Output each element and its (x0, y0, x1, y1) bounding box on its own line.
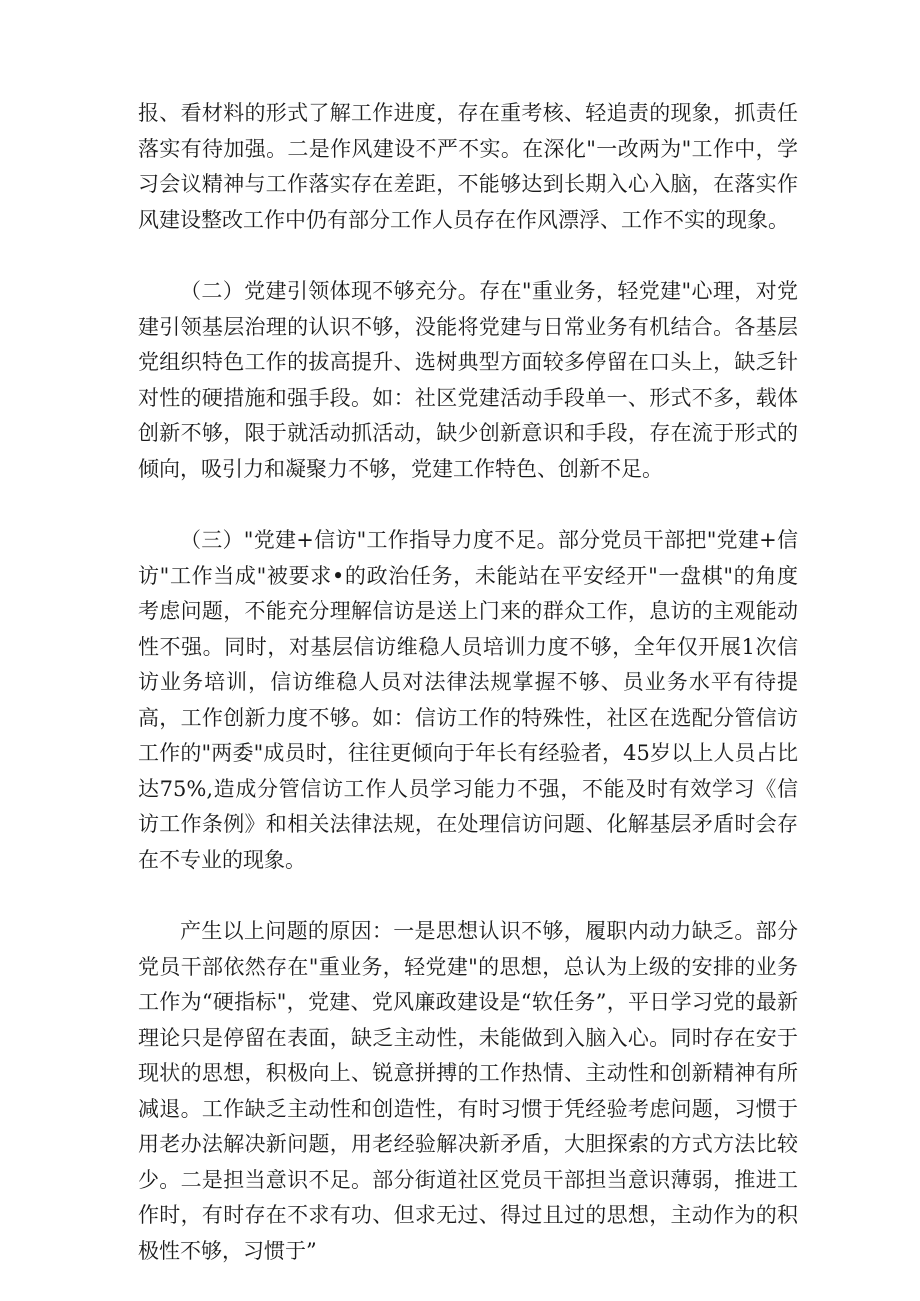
paragraph-spacer (138, 487, 798, 523)
paragraph-spacer (138, 878, 798, 914)
paragraph-continuation: 报、看材料的形式了解工作进度，存在重考核、轻追责的现象，抓责任落实有待加强。二是作风建设不严不实。在深化"一改两为"工作中，学习会议精神与工作落实存在差距，不能够达到长期入心入脑，在落实作风建设整改工作中仍有部分工作人员存在作风漂浮、工作不实的现象。 (138, 101, 798, 232)
paragraph-party-building: （二）党建引领体现不够充分。存在"重业务，轻党建"心理，对党建引领基层治理的认识不够，没能将党建与日常业务有机结合。各基层党组织特色工作的拔高提升、选树典型方面较多停留在口头上，缺乏针对性的硬措施和强手段。如：社区党建活动手段单一、形式不多，载体创新不够，限于就活动抓活动，缺少创新意识和手段，存在流于形式的倾向，吸引力和凝聚力不够，党建工作特色、创新不足。 (138, 279, 798, 481)
paragraph-spacer (138, 238, 798, 274)
paragraph-root-causes: 产生以上问题的原因：一是思想认识不够，履职内动力缺乏。部分党员干部依然存在"重业务，轻党建"的思想，总认为上级的安排的业务工作为“硬指标"，党建、党风廉政建设是“软任务”，平日学习党的最新理论只是停留在表面，缺乏主动性，未能做到入脑入心。同时存在安于现状的思想，积极向上、锐意拼搏的工作热情、主动性和创新精神有所减退。工作缺乏主动性和创造性，有时习惯于凭经验考虑问题，习惯于用老办法解决新问题，用老经验解决新矛盾，大胆探索的方式方法比较少。二是担当意识不足。部分街道社区党员干部担当意识薄弱，推进工作时，有时存在不求有功、但求无过、得过且过的思想，主动作为的积极性不够，习惯于” (138, 919, 798, 1263)
document-body (138, 96, 798, 1269)
paragraph-petition-work: （三）"党建+信访"工作指导力度不足。部分党员干部把"党建+信访"工作当成"被要求•的政治任务，未能站在平安经开"一盘棋"的角度考虑问题，不能充分理解信访是送上门来的群众工作，息访的主观能动性不强。同时，对基层信访维稳人员培训力度不够，全年仅开展1次信访业务培训，信访维稳人员对法律法规掌握不够、员业务水平有待提高，工作创新力度不够。如：信访工作的特殊性，社区在选配分管信访工作的"两委"成员时，往往更倾向于年长有经验者，45岁以上人员占比达75%,造成分管信访工作人员学习能力不强，不能及时有效学习《信访工作条例》和相关法律法规，在处理信访问题、化解基层矛盾时会存在不专业的现象。 (138, 528, 798, 872)
